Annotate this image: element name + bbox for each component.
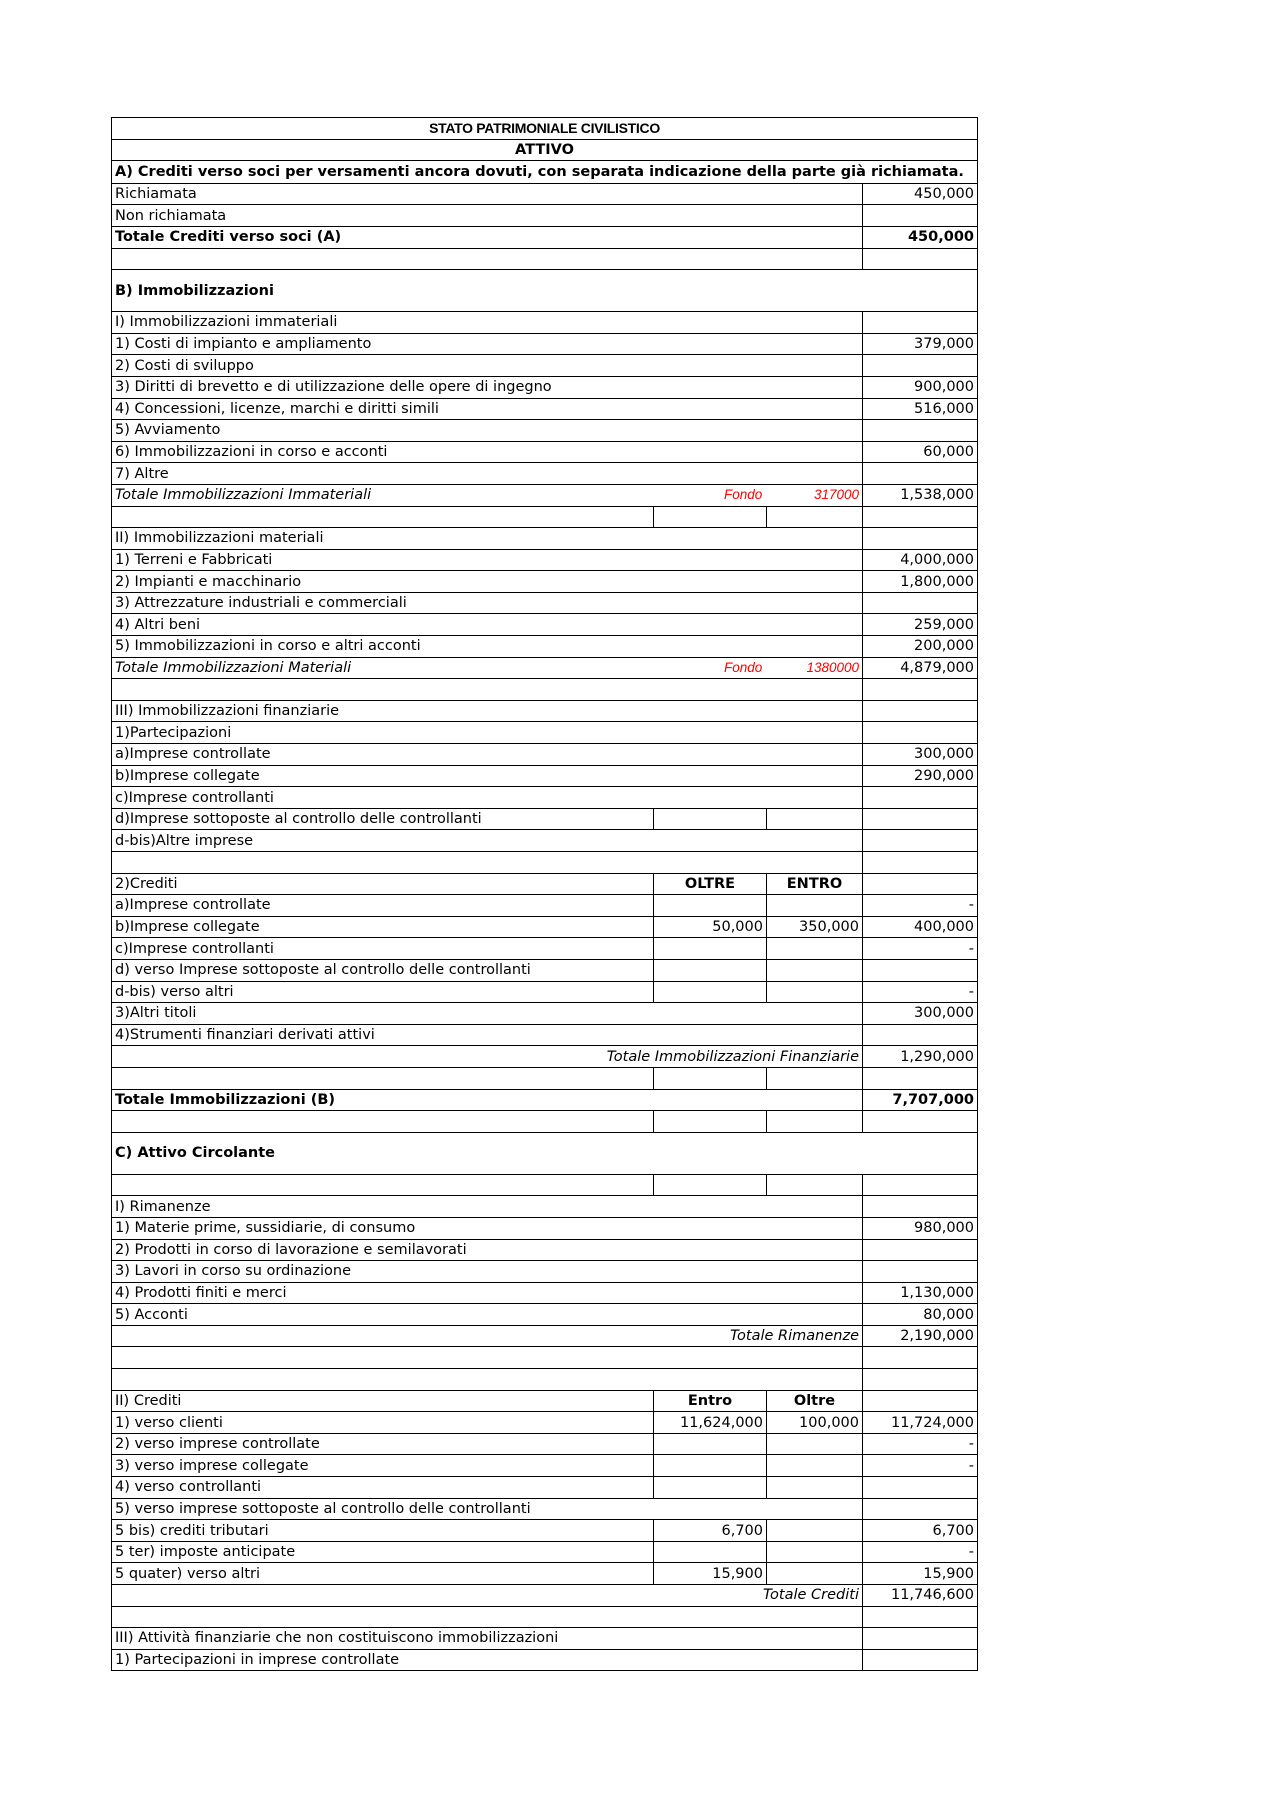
table-row	[112, 333, 978, 355]
row-value-col2	[654, 1455, 767, 1477]
table-row	[112, 1024, 978, 1046]
table-row	[112, 1089, 978, 1111]
row-value: 4,000,000	[863, 549, 978, 571]
empty-cell	[112, 852, 863, 874]
row-label: 4) verso controllanti	[112, 1477, 654, 1499]
row-value	[863, 1390, 978, 1412]
table-row	[112, 1585, 978, 1607]
row-value: 300,000	[863, 1003, 978, 1025]
row-label: c)Imprese controllanti	[112, 787, 863, 809]
row-label: 1) verso clienti	[112, 1412, 654, 1434]
row-value: 379,000	[863, 333, 978, 355]
row-value: -	[863, 1433, 978, 1455]
row-value: -	[863, 981, 978, 1003]
table-row	[112, 1067, 978, 1089]
row-label: d) verso Imprese sottoposte al controllo delle controllanti	[112, 959, 654, 981]
table-row	[112, 1498, 978, 1520]
row-value: 1,800,000	[863, 571, 978, 593]
row-value: -	[863, 938, 978, 960]
empty-cell	[112, 1347, 863, 1369]
row-label: III) Attività finanziarie che non costituiscono immobilizzazioni	[112, 1628, 863, 1650]
subtotal-label: Totale Crediti	[112, 1585, 863, 1607]
row-value	[863, 1024, 978, 1046]
table-row	[112, 1174, 978, 1196]
row-value-col3	[767, 1520, 863, 1542]
table-row	[112, 700, 978, 722]
row-value	[863, 1261, 978, 1283]
table-row	[112, 873, 978, 895]
table-row	[112, 506, 978, 528]
row-value: 1,290,000	[863, 1046, 978, 1068]
row-value: 290,000	[863, 765, 978, 787]
row-label: 2) verso imprese controllate	[112, 1433, 654, 1455]
row-label: Totale Crediti verso soci (A)	[112, 226, 863, 248]
row-label: 7) Altre	[112, 463, 863, 485]
table-row	[112, 1520, 978, 1542]
row-value-col3	[767, 938, 863, 960]
row-label: 3) Attrezzature industriali e commerciali	[112, 592, 863, 614]
row-label: b)Imprese collegate	[112, 916, 654, 938]
attivo-header-row	[112, 139, 978, 161]
table-row	[112, 1369, 978, 1391]
subtotal-label: Totale Rimanenze	[112, 1325, 863, 1347]
table-row	[112, 226, 978, 248]
row-label: 5 bis) crediti tributari	[112, 1520, 654, 1542]
row-label: a)Imprese controllate	[112, 895, 654, 917]
row-label: 5) Acconti	[112, 1304, 863, 1326]
empty-cell	[654, 506, 767, 528]
row-value: 516,000	[863, 398, 978, 420]
table-row	[112, 463, 978, 485]
row-value	[863, 830, 978, 852]
table-row	[112, 205, 978, 227]
table-row	[112, 1390, 978, 1412]
row-value: 6,700	[863, 1520, 978, 1542]
row-value-col2	[654, 959, 767, 981]
empty-cell	[654, 1111, 767, 1133]
row-label: a)Imprese controllate	[112, 744, 863, 766]
section-heading: B) Immobilizzazioni	[112, 270, 978, 312]
row-value-col3	[767, 981, 863, 1003]
table-row	[112, 1282, 978, 1304]
row-value-col2: Entro	[654, 1390, 767, 1412]
row-value-col2: 11,624,000	[654, 1412, 767, 1434]
fondo-total-cell	[112, 657, 863, 679]
row-value: 1,130,000	[863, 1282, 978, 1304]
row-label: Totale Immobilizzazioni (B)	[112, 1089, 863, 1111]
table-row	[112, 895, 978, 917]
row-value-col2	[654, 895, 767, 917]
empty-cell	[654, 1067, 767, 1089]
row-value	[863, 463, 978, 485]
row-label: 3) Diritti di brevetto e di utilizzazione delle opere di ingegno	[112, 376, 863, 398]
row-value	[863, 312, 978, 334]
table-row	[112, 614, 978, 636]
table-row	[112, 1003, 978, 1025]
subtotal-label: Totale Immobilizzazioni Finanziarie	[112, 1046, 863, 1068]
table-row	[112, 916, 978, 938]
table-row	[112, 528, 978, 550]
table-row	[112, 1412, 978, 1434]
empty-cell	[112, 1606, 863, 1628]
table-row	[112, 1304, 978, 1326]
row-label: 1)Partecipazioni	[112, 722, 863, 744]
table-row	[112, 744, 978, 766]
row-value-col2	[654, 938, 767, 960]
table-row	[112, 420, 978, 442]
row-label: 2) Costi di sviluppo	[112, 355, 863, 377]
row-value: 15,900	[863, 1563, 978, 1585]
row-value	[863, 808, 978, 830]
table-row	[112, 1541, 978, 1563]
row-label: Non richiamata	[112, 205, 863, 227]
table-row	[112, 1261, 978, 1283]
row-value-col2: OLTRE	[654, 873, 767, 895]
row-label: 1) Partecipazioni in imprese controllate	[112, 1649, 863, 1671]
sheet-title: STATO PATRIMONIALE CIVILISTICO	[112, 118, 978, 140]
empty-cell	[863, 506, 978, 528]
empty-cell	[112, 248, 863, 270]
attivo-header: ATTIVO	[112, 139, 978, 161]
row-value	[863, 1477, 978, 1499]
empty-cell	[863, 679, 978, 701]
empty-cell	[767, 1111, 863, 1133]
empty-cell	[863, 1347, 978, 1369]
row-label: b)Imprese collegate	[112, 765, 863, 787]
row-label: 5 quater) verso altri	[112, 1563, 654, 1585]
table-row	[112, 1132, 978, 1174]
row-value-col3	[767, 895, 863, 917]
sheet-title-row	[112, 118, 978, 140]
table-row	[112, 981, 978, 1003]
row-value-col2	[654, 808, 767, 830]
row-value: -	[863, 895, 978, 917]
row-label: 4)Strumenti finanziari derivati attivi	[112, 1024, 863, 1046]
empty-cell	[112, 1369, 863, 1391]
empty-cell	[767, 506, 863, 528]
table-row	[112, 1455, 978, 1477]
row-value: 900,000	[863, 376, 978, 398]
row-value: 80,000	[863, 1304, 978, 1326]
row-label: II) Crediti	[112, 1390, 654, 1412]
row-value: 300,000	[863, 744, 978, 766]
row-value-col2	[654, 1477, 767, 1499]
table-row	[112, 592, 978, 614]
table-row	[112, 441, 978, 463]
table-row	[112, 484, 978, 506]
table-row	[112, 1196, 978, 1218]
row-value: 980,000	[863, 1217, 978, 1239]
row-label: 3) verso imprese collegate	[112, 1455, 654, 1477]
table-row	[112, 1239, 978, 1261]
row-label: Richiamata	[112, 183, 863, 205]
row-label: 5 ter) imposte anticipate	[112, 1541, 654, 1563]
table-row	[112, 657, 978, 679]
empty-cell	[863, 1067, 978, 1089]
empty-cell	[112, 1111, 654, 1133]
table-row	[112, 1046, 978, 1068]
table-row	[112, 1325, 978, 1347]
empty-cell	[863, 1369, 978, 1391]
table-row	[112, 161, 978, 184]
table-row	[112, 679, 978, 701]
row-label: 6) Immobilizzazioni in corso e acconti	[112, 441, 863, 463]
row-value: 200,000	[863, 636, 978, 658]
row-value-col3: 100,000	[767, 1412, 863, 1434]
row-value-col3	[767, 1433, 863, 1455]
row-value	[863, 1649, 978, 1671]
row-label: I) Rimanenze	[112, 1196, 863, 1218]
row-value-col2: 50,000	[654, 916, 767, 938]
row-value	[863, 722, 978, 744]
row-label: 3)Altri titoli	[112, 1003, 863, 1025]
row-value-col3: ENTRO	[767, 873, 863, 895]
row-label: d)Imprese sottoposte al controllo delle controllanti	[112, 808, 654, 830]
empty-cell	[863, 1174, 978, 1196]
table-row	[112, 248, 978, 270]
table-row	[112, 270, 978, 312]
section-heading: C) Attivo Circolante	[112, 1132, 978, 1174]
table-row	[112, 636, 978, 658]
table-row	[112, 1217, 978, 1239]
row-label: 4) Prodotti finiti e merci	[112, 1282, 863, 1304]
row-value-col2: 15,900	[654, 1563, 767, 1585]
row-value: 259,000	[863, 614, 978, 636]
row-value-col3	[767, 1541, 863, 1563]
table-row	[112, 852, 978, 874]
row-value: 11,724,000	[863, 1412, 978, 1434]
table-row	[112, 183, 978, 205]
row-label: Totale Immobilizzazioni Immateriali	[115, 487, 372, 504]
row-label: 3) Lavori in corso su ordinazione	[112, 1261, 863, 1283]
row-value-col2	[654, 1541, 767, 1563]
table-row	[112, 787, 978, 809]
row-value	[863, 1498, 978, 1520]
empty-cell	[767, 1174, 863, 1196]
row-value-col2	[654, 981, 767, 1003]
row-value	[863, 355, 978, 377]
row-value: -	[863, 1455, 978, 1477]
row-value-col2: 6,700	[654, 1520, 767, 1542]
row-label: 2) Impianti e macchinario	[112, 571, 863, 593]
row-label: Totale Immobilizzazioni Materiali	[115, 659, 352, 676]
empty-cell	[767, 1067, 863, 1089]
table-row	[112, 1628, 978, 1650]
row-value	[863, 787, 978, 809]
row-value: 450,000	[863, 183, 978, 205]
row-label: 4) Concessioni, licenze, marchi e diritti simili	[112, 398, 863, 420]
row-value	[863, 528, 978, 550]
fondo-value: 317000	[813, 487, 859, 503]
row-label: III) Immobilizzazioni finanziarie	[112, 700, 863, 722]
table-row	[112, 1563, 978, 1585]
row-value: -	[863, 1541, 978, 1563]
row-label: c)Imprese controllanti	[112, 938, 654, 960]
row-value: 2,190,000	[863, 1325, 978, 1347]
table-row	[112, 765, 978, 787]
row-label: 2)Crediti	[112, 873, 654, 895]
row-value-col3: Oltre	[767, 1390, 863, 1412]
row-value	[863, 959, 978, 981]
table-row	[112, 959, 978, 981]
row-label: 1) Terreni e Fabbricati	[112, 549, 863, 571]
table-row	[112, 1433, 978, 1455]
row-value-col3	[767, 1455, 863, 1477]
row-label: d-bis) verso altri	[112, 981, 654, 1003]
table-row	[112, 549, 978, 571]
empty-cell	[863, 1606, 978, 1628]
table-row	[112, 1606, 978, 1628]
table-row	[112, 312, 978, 334]
table-row	[112, 1649, 978, 1671]
row-label: 2) Prodotti in corso di lavorazione e semilavorati	[112, 1239, 863, 1261]
row-value	[863, 700, 978, 722]
section-heading: A) Crediti verso soci per versamenti ancora dovuti, con separata indicazione della parte già richiamata.	[112, 161, 978, 184]
row-value-col3	[767, 1563, 863, 1585]
empty-cell	[863, 1111, 978, 1133]
table-row	[112, 355, 978, 377]
row-value: 4,879,000	[863, 657, 978, 679]
table-row	[112, 398, 978, 420]
fondo-value: 1380000	[806, 659, 859, 675]
row-value	[863, 205, 978, 227]
row-value	[863, 1628, 978, 1650]
table-row	[112, 722, 978, 744]
fondo-label: Fondo	[724, 487, 763, 503]
row-label: II) Immobilizzazioni materiali	[112, 528, 863, 550]
row-value-col3	[767, 959, 863, 981]
row-value: 450,000	[863, 226, 978, 248]
table-row	[112, 1111, 978, 1133]
row-label: d-bis)Altre imprese	[112, 830, 863, 852]
row-label: 5) verso imprese sottoposte al controllo delle controllanti	[112, 1498, 863, 1520]
table-row	[112, 1347, 978, 1369]
table-row	[112, 938, 978, 960]
table-row	[112, 1477, 978, 1499]
row-label: 1) Costi di impianto e ampliamento	[112, 333, 863, 355]
row-value: 7,707,000	[863, 1089, 978, 1111]
empty-cell	[112, 679, 863, 701]
empty-cell	[112, 506, 654, 528]
empty-cell	[112, 1174, 654, 1196]
row-value: 60,000	[863, 441, 978, 463]
row-label: 5) Immobilizzazioni in corso e altri acconti	[112, 636, 863, 658]
row-value	[863, 1239, 978, 1261]
row-value: 11,746,600	[863, 1585, 978, 1607]
row-value-col3	[767, 1477, 863, 1499]
row-label: I) Immobilizzazioni immateriali	[112, 312, 863, 334]
fondo-label: Fondo	[724, 659, 763, 675]
empty-cell	[863, 852, 978, 874]
row-label: 4) Altri beni	[112, 614, 863, 636]
table-row	[112, 830, 978, 852]
row-value-col2	[654, 1433, 767, 1455]
row-label: 1) Materie prime, sussidiarie, di consumo	[112, 1217, 863, 1239]
table-row	[112, 571, 978, 593]
table-row	[112, 808, 978, 830]
row-value	[863, 592, 978, 614]
row-value	[863, 873, 978, 895]
row-value-col3: 350,000	[767, 916, 863, 938]
row-value: 400,000	[863, 916, 978, 938]
table-row	[112, 376, 978, 398]
empty-cell	[654, 1174, 767, 1196]
empty-cell	[863, 248, 978, 270]
row-value: 1,538,000	[863, 484, 978, 506]
balance-sheet-table	[111, 117, 978, 1671]
row-value-col3	[767, 808, 863, 830]
fondo-total-cell	[112, 484, 863, 506]
row-value	[863, 420, 978, 442]
row-label: 5) Avviamento	[112, 420, 863, 442]
empty-cell	[112, 1067, 654, 1089]
row-value	[863, 1196, 978, 1218]
